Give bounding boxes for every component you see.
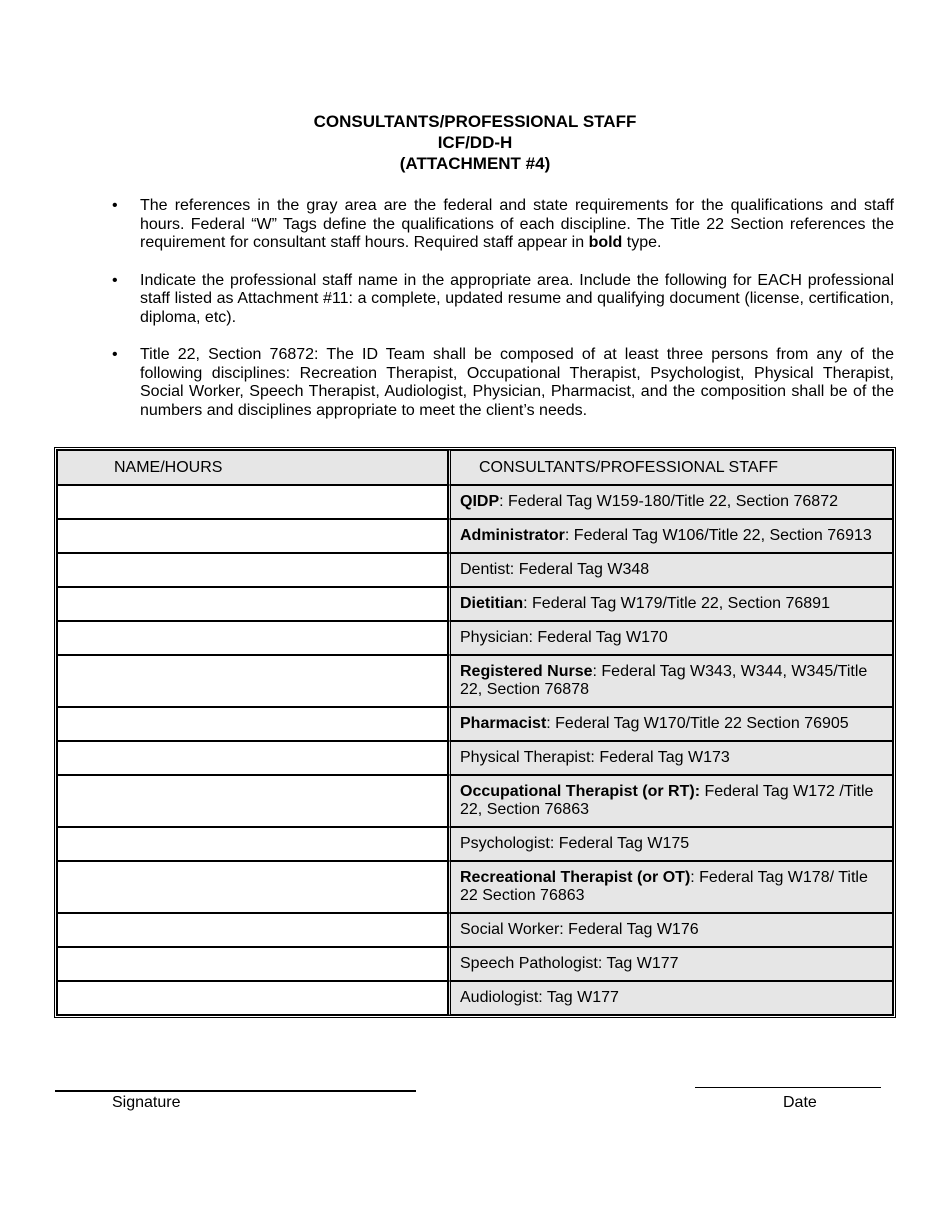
table-row xyxy=(57,621,893,655)
table-row xyxy=(57,485,893,519)
page-subtitle: ICF/DD-H xyxy=(437,133,513,152)
table-row xyxy=(57,707,893,741)
name-hours-header: NAME/HOURS xyxy=(57,450,448,485)
staff-requirement-cell: Physical Therapist: Federal Tag W173 xyxy=(448,741,893,775)
table-row xyxy=(57,861,893,913)
staff-requirement-cell: Social Worker: Federal Tag W176 xyxy=(448,913,893,947)
staff-requirement-cell: Audiologist: Tag W177 xyxy=(448,981,893,1015)
staff-table xyxy=(54,447,896,1018)
table-row xyxy=(57,655,893,707)
page-title: CONSULTANTS/PROFESSIONAL STAFF xyxy=(313,112,637,131)
name-hours-cell[interactable] xyxy=(57,621,448,655)
name-hours-cell[interactable] xyxy=(57,485,448,519)
table-header-row xyxy=(57,450,893,485)
name-hours-cell[interactable] xyxy=(57,947,448,981)
staff-requirement-cell: Psychologist: Federal Tag W175 xyxy=(448,827,893,861)
table-row xyxy=(57,775,893,827)
staff-requirement-cell: Speech Pathologist: Tag W177 xyxy=(448,947,893,981)
instruction-text: The references in the gray area are the federal and state requirements for the qualifications and staff hours. Federal “W” Tags define the qualifications of each discipline. The Title 22 Section references the requirement for consultant staff hours. Required staff appear in xyxy=(140,197,894,251)
bullet-icon: • xyxy=(112,346,118,363)
date-label: Date xyxy=(783,1094,817,1111)
table-row xyxy=(57,827,893,861)
staff-requirement-cell: Physician: Federal Tag W170 xyxy=(448,621,893,655)
name-hours-cell[interactable] xyxy=(57,913,448,947)
instruction-item xyxy=(112,272,894,328)
staff-requirement-cell: Dentist: Federal Tag W348 xyxy=(448,553,893,587)
name-hours-cell[interactable] xyxy=(57,861,448,913)
instruction-item xyxy=(112,346,894,420)
instruction-bold-text: bold xyxy=(588,234,623,251)
staff-requirement-cell: QIDP: Federal Tag W159-180/Title 22, Section 76872 xyxy=(448,485,893,519)
name-hours-cell[interactable] xyxy=(57,519,448,553)
table-row xyxy=(57,553,893,587)
instruction-text-end: type. xyxy=(622,234,662,251)
table-row xyxy=(57,741,893,775)
instructions-list xyxy=(112,197,894,439)
staff-requirement-cell: Pharmacist: Federal Tag W170/Title 22 Section 76905 xyxy=(448,707,893,741)
signature-label: Signature xyxy=(112,1094,181,1111)
name-hours-cell[interactable] xyxy=(57,981,448,1015)
name-hours-cell[interactable] xyxy=(57,587,448,621)
bullet-icon: • xyxy=(112,197,118,214)
bullet-icon: • xyxy=(112,271,118,289)
table-row xyxy=(57,981,893,1015)
staff-requirement-cell: Recreational Therapist (or OT): Federal Tag W178/ Title 22 Section 76863 xyxy=(448,861,893,913)
staff-requirement-cell: Registered Nurse: Federal Tag W343, W344, W345/Title 22, Section 76878 xyxy=(448,655,893,707)
staff-requirement-cell: Dietitian: Federal Tag W179/Title 22, Section 76891 xyxy=(448,587,893,621)
signature-line[interactable] xyxy=(55,1090,416,1092)
table-row xyxy=(57,519,893,553)
name-hours-cell[interactable] xyxy=(57,741,448,775)
staff-header: CONSULTANTS/PROFESSIONAL STAFF xyxy=(448,450,893,485)
staff-requirement-cell: Administrator: Federal Tag W106/Title 22, Section 76913 xyxy=(448,519,893,553)
table-row xyxy=(57,947,893,981)
table-row xyxy=(57,587,893,621)
instruction-item xyxy=(112,197,894,253)
name-hours-cell[interactable] xyxy=(57,775,448,827)
date-line[interactable] xyxy=(695,1087,881,1088)
name-hours-cell[interactable] xyxy=(57,553,448,587)
instruction-text: Indicate the professional staff name in the appropriate area. Include the following for EACH professional staff listed as Attachment #11: a complete, updated resume and qualifying document (license, certification, diploma, etc). xyxy=(140,271,894,326)
name-hours-cell[interactable] xyxy=(57,655,448,707)
staff-requirement-cell: Occupational Therapist (or RT): Federal Tag W172 /Title 22, Section 76863 xyxy=(448,775,893,827)
instruction-text: Title 22, Section 76872: The ID Team shall be composed of at least three persons from any of the following disciplines: Recreation Therapist, Occupational Therapist, Psychologist, Physical Therapist, Social Worker, Speech Therapist, Audiologist, Physician, Pharmacist, and the composition shall be of the numbers and disciplines appropriate to meet the client’s needs. xyxy=(140,346,894,419)
name-hours-cell[interactable] xyxy=(57,827,448,861)
name-hours-cell[interactable] xyxy=(57,707,448,741)
table-row xyxy=(57,913,893,947)
attachment-label: (ATTACHMENT #4) xyxy=(399,154,551,173)
